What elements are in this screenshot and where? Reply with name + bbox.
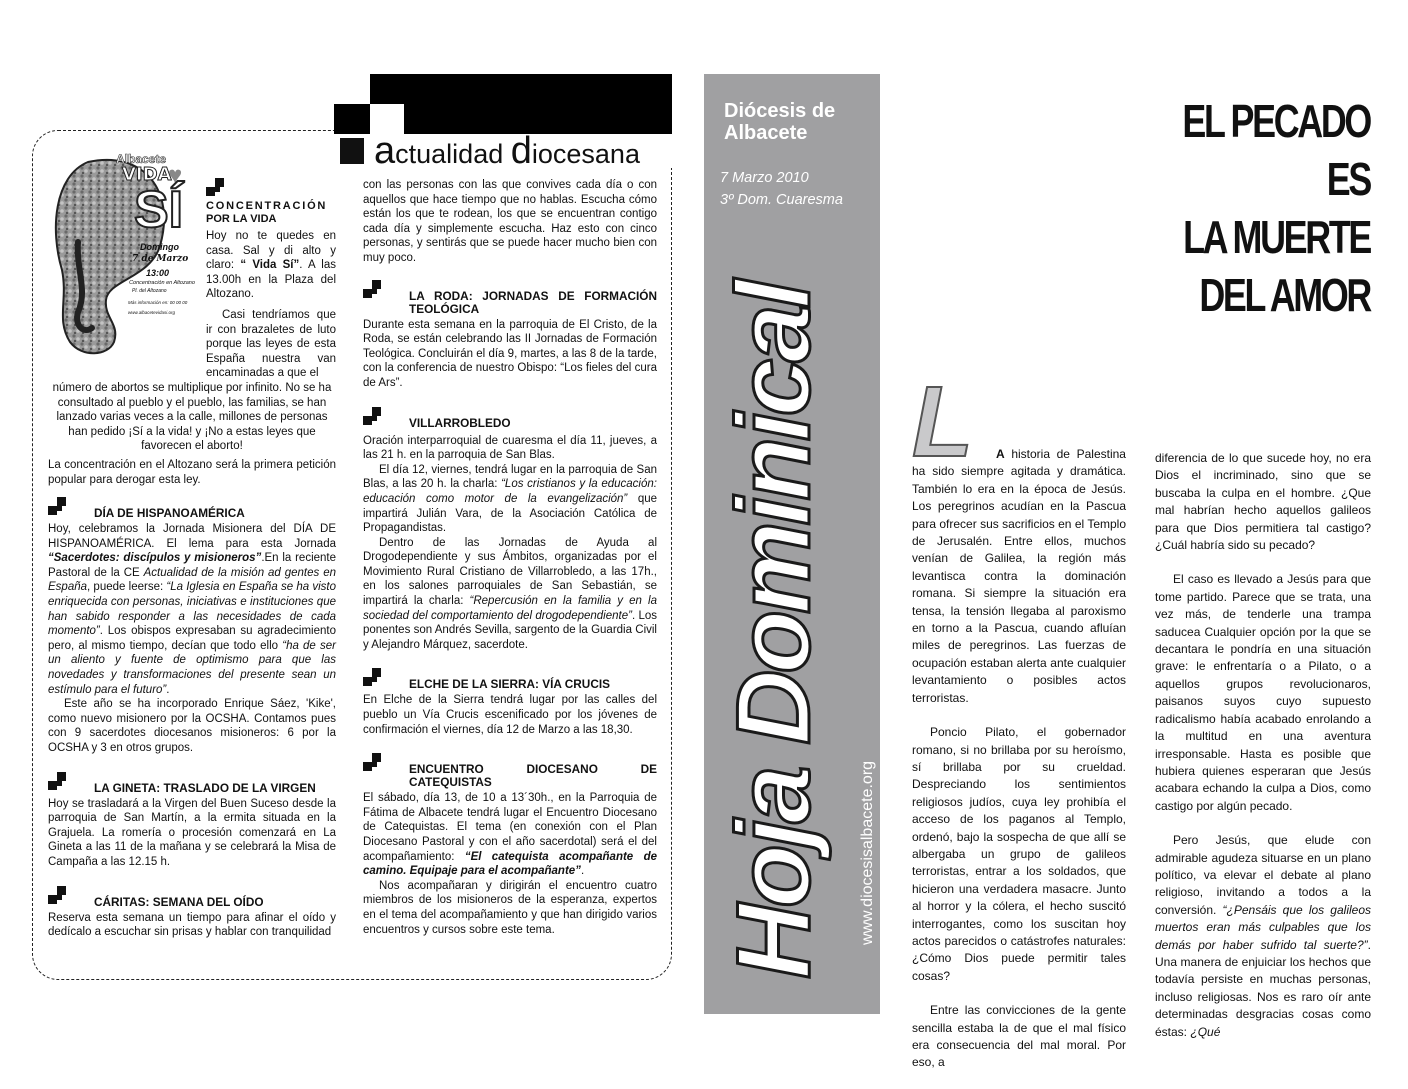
poster-place: Concentración en Altozano	[129, 280, 195, 286]
article-paragraph-5: El caso es llevado a Jesús para que tome partido. Parece que se trata, una vez más, de tenderle una trampa saducea Cualquier opción por la que se decantara le pondría en una situación grave: le enfrentaría o a Pilato, o a aquellos grupos revolucionaros, paisanos suyos cuyo supuesto radicalismo había acabado enrolando a la multitud en una aventura irresponsable. Hasta es posible que hubiera quienes esperaran que Jesús acabara echando la culpa a Dios, como castigo por algún pecado.	[1155, 572, 1371, 813]
masthead-title: Hoja Dominical	[716, 283, 832, 979]
left-column	[48, 186, 336, 940]
paragraph-s8-2: Nos acompañaran y dirigirán el encuentro cuatro miembros de los misioneros de la esperanza, expertos en el tema del acompañamiento y que han dirigido varios encuentros y cursos sobre este tema.	[363, 879, 657, 936]
section-title-catequistas: ENCUENTRO DIOCESANO DE CATEQUISTAS	[363, 763, 657, 789]
issue-sunday: 3º Dom. Cuaresma	[720, 192, 843, 208]
section-title-elche: ELCHE DE LA SIERRA: VÍA CRUCIS	[363, 678, 657, 691]
poster-si: SÍ	[134, 181, 184, 239]
section-title: actualidad diocesana	[374, 130, 640, 172]
header-square-1	[334, 104, 370, 134]
paragraph-s1-2a: Casi tendríamos que ir con brazaletes de luto porque las leyes de esta España nuestra van encaminadas a que el	[206, 308, 336, 380]
poster-fine-2: Más información en: 00 00 00	[128, 300, 188, 305]
masthead-banner	[704, 74, 880, 1014]
poster-city: Albacete	[116, 152, 167, 166]
diocese-name: Diócesis de Albacete	[724, 100, 836, 144]
paragraph-s2-2: Este año se ha incorporado Enrique Sáez, 'Kike', como nuevo misionero por la OCSHA. Contamos pues con 9 sacerdotes diocesanos misioneros: 6 por la OCSHA y 3 en otros grupos.	[48, 698, 336, 754]
poster-vida: VIDA	[122, 164, 172, 185]
headline-line-1: EL PECADO	[1182, 95, 1370, 147]
section-title-villarrobledo: VILLARROBLEDO	[363, 417, 657, 430]
paragraph-s1-2b: número de abortos se multiplique por infinito. No se ha consultado al pueblo y el pueblo, las familias, se han lanzado varias veces a la calle, millones de personas han pedido ¡Sí a la vida! y ¡No a estas leyes que favorecen el aborto!	[52, 381, 332, 453]
paragraph-s4-1: Reserva esta semana un tiempo para afinar el oído y dedícalo a escuchar sin prisas y hablar con tranquilidad	[48, 911, 336, 939]
article-paragraph-4: diferencia de lo que sucede hoy, no era Dios el incriminado, sino que se buscaba la culpa en el hombre. ¿Que mal habrían hecho aquellos galileos para que Dios permitiera tal castigo? ¿Cuál habría sido su pecado?	[1155, 451, 1371, 553]
paragraph-s3-1: Hoy se trasladará a la Virgen del Buen Suceso desde la parroquia de San Martín, a la ermita situada en la Grajuela. La romería o procesión comenzará en La Gineta a las 11 de la mañana y se celebrará la Misa de Campaña a las 12.15 h.	[48, 797, 336, 868]
article-headline	[970, 92, 1370, 324]
section-title-caritas: CÁRITAS: SEMANA DEL OÍDO	[48, 896, 336, 909]
article-paragraph-6: Pero Jesús, que elude con admirable agudeza situarse en un plano político, va elevar el debate al plano religioso, invitando a todos a la conversión. “¿Pensáis que los galileos muertos eran más culpables que los demás por haber sufrido tal suerte?”. Una manera de enjuiciar los hechos que todavía persiste en muchas personas, incluso religiosas. Nos es raro oír ante determinadas desgracias cosas como éstas: ¿Qué	[1155, 833, 1371, 1039]
article-paragraph-3: Entre las convicciones de la gente sencilla estaba la de que el mal físico era consecuencia del mal moral. Por eso, a	[912, 1003, 1126, 1070]
poster-day: Domingo	[140, 242, 179, 252]
paragraph-s7-1: En Elche de la Sierra tendrá lugar por las calles del pueblo un Vía Crucis escenificado por los jóvenes de confirmación el viernes, día 12 de Marzo a las 18,30.	[363, 694, 657, 736]
article-column-2	[1155, 450, 1371, 1058]
poster-fine-3: www.albacetevidasi.org	[128, 310, 176, 315]
paragraph-s6-1: Oración interparroquial de cuaresma el día 11, jueves, a las 21 h. en la parroquia de San Blas.	[363, 434, 657, 462]
paragraph-s5-1: Durante esta semana en la parroquia de El Cristo, de la Roda, se están celebrando las II Jornadas de Formación Teológica. Concluirán el día 9, martes, a las 8 de la tarde, con la conferencia de nuestro Obispo: “Los fieles del cura de Ars”.	[363, 318, 657, 389]
headline-line-4: DEL AMOR	[1199, 269, 1370, 321]
website-url: www.diocesisalbacete.org	[859, 760, 876, 946]
paragraph-s8-1: El sábado, día 13, de 10 a 13´30h., en la Parroquia de Fátima de Albacete tendrá lugar el Encuentro Diocesano de Catequistas. El tema (en conexión con el Plan Diocesano Pastoral y con el año sacerdotal) será el del acompañamiento: “El catequista acompañante de camino. Equipaje para el acompañante”.	[363, 792, 657, 878]
section-title-concentracion: CONCENTRACIÓN POR LA VIDA	[206, 186, 336, 226]
paragraph-s6-2: El día 12, viernes, tendrá lugar en la parroquia de San Blas, a las 20 h. la charla: “Los cristianos y la educación: educación como motor de la evangelización” que impartirá Julián Vara, de la Asociación Católica de Propagandistas.	[363, 463, 658, 535]
heart-icon: ♥	[168, 162, 183, 189]
article-paragraph-2: Poncio Pilato, el gobernador romano, si no brillaba por su heroísmo, sí brillaba por su crueldad. Despreciando los sentimientos religiosos judíos, cuya ley prohibía el acceso de los paganos al Templo, ordenó, bajo la sospecha de que allí se albergaba un grupo de galileos terroristas, entrar a los soldados, que hicieron una verdadera masacre. Junto al horror y la cólera, el hecho suscitó interrogantes, como los suscitan hoy actos parecidos o catástrofes naturales: ¿Cómo Dios puede permitir tales cosas?	[912, 725, 1126, 983]
headline-line-2: ES	[1326, 153, 1370, 205]
paragraph-s4-cont: con las personas con las que convives cada día o con aquellos que hace tiempo que no hablas. Escucha cómo están los que te rodean, los que se encuentran contigo cada día y simplemente escucha. Haz esto con cinco personas, y sentirás que se puede hacer mucho bien con muy poco.	[363, 179, 657, 264]
article-column-1	[912, 446, 1126, 1089]
article-paragraph-1: A historia de Palestina ha sido siempre agitada y dramática. También lo era en la época de Jesús. Los peregrinos acudían en la Pascua para ofrecer sus sacrificios en el Templo de Jerusalén. Entre ellos, muchos venían de Galilea, la región más levantisca contra la dominación romana. Si siempre la situación era tensa, la tensión llegaba al paroxismo en torno a la Pascua, cuando afluían miles de peregrinos. Las fuerzas de ocupación estaban alerta ante cualquier levantamiento o posibles actos terroristas.	[912, 447, 1126, 705]
section-title-gineta: LA GINETA: TRASLADO DE LA VIRGEN	[48, 782, 336, 795]
section-title-laroda: LA RODA: JORNADAS DE FORMACIÓN TEOLÓGICA	[363, 290, 657, 316]
header-square-4	[340, 138, 364, 164]
paragraph-s1-3: La concentración en el Altozano será la primera petición popular para derogar esta ley.	[48, 458, 336, 486]
poster-time: 13:00	[146, 268, 170, 278]
paragraph-s1-1: Hoy no te quedes en casa. Sal y di alto y claro: “ Vida Sí”. A las 13.00h en la Plaza del Altozano.	[206, 230, 336, 301]
paragraph-s2-1: Hoy, celebramos la Jornada Misionera del DÍA DE HISPANOAMÉRICA. El lema para esta Jornada “Sacerdotes: discípulos y misioneros”.En la reciente Pastoral de la CE Actualidad de la misión ad gentes en España, puede leerse: “La Iglesia en España se ha visto enriquecida con personas, iniciativas e instituciones que han sabido responder a las necesidades de cada momento”. Los obispos expresaban su agradecimiento pero, al mismo tiempo, decían que todo ello “ha de ser un aliento y fuente de optimismo para que las novedades y transformaciones del presente sean un estímulo para el futuro”.	[48, 523, 337, 696]
section-header	[334, 74, 672, 172]
middle-column	[363, 178, 657, 937]
paragraph-s6-3: Dentro de las Jornadas de Ayuda al Drogodependiente y sus Ámbitos, organizadas por el Movimiento Rural Cristiano de Villarrobledo, a las 17h., en los salones parroquiales de San Sebastián, se impartirá la charla: “Repercusión en la familia y en la sociedad del comportamiento del drogodependiente”. Los ponentes son Andrés Sevilla, sargento de la Guardia Civil y Alejandro Márquez, sacerdote.	[363, 536, 657, 651]
poster-date: 7 de Marzo	[132, 254, 189, 264]
issue-date: 7 Marzo 2010	[720, 170, 809, 186]
drop-cap: L	[912, 366, 974, 478]
headline-line-3: LA MUERTE	[1183, 211, 1370, 263]
poster-fine-1: Pl. del Altozano	[132, 288, 167, 294]
section-title-hispanoamerica: DÍA DE HISPANOAMÉRICA	[48, 507, 336, 520]
header-black-bar	[370, 74, 672, 134]
